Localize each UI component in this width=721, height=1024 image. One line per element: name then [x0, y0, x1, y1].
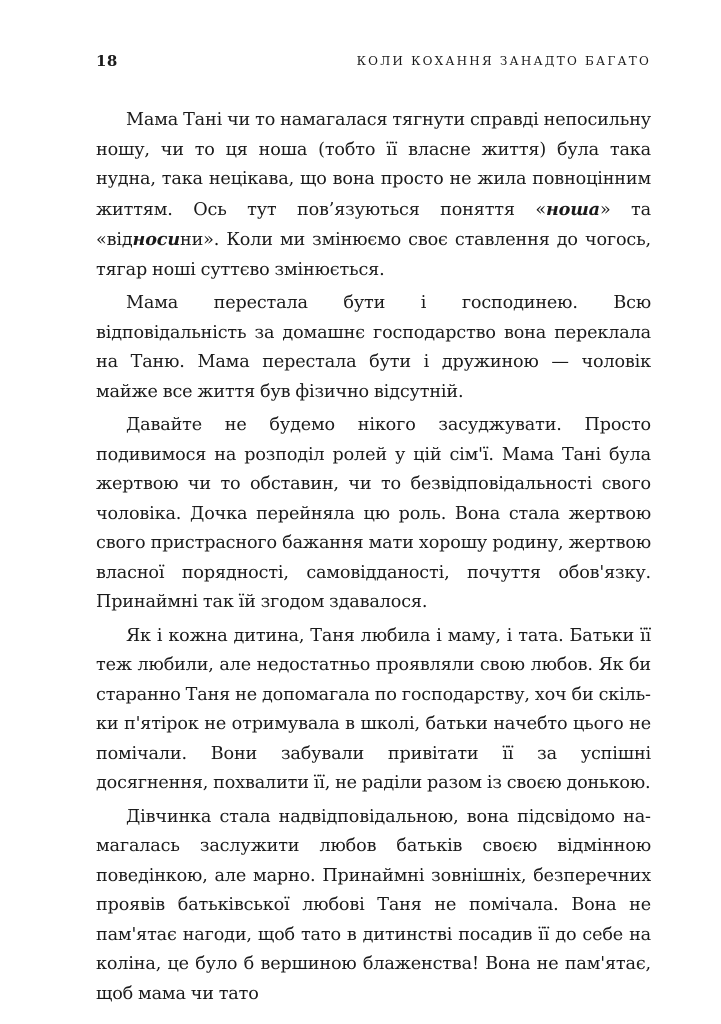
emphasis-nosy: носи	[132, 229, 180, 250]
paragraph-1-part-c: » та «від	[96, 199, 651, 250]
paragraph-1	[96, 106, 651, 285]
paragraph-1-part-e: ни». Коли ми змінюємо своє ставлення до чогось, тягар ноші суттєво змінюється.	[96, 230, 651, 280]
paragraph-5: Дівчинка стала надвідповідальною, вона підсвідомо намагалась заслужити любов батьків своєю відмінною поведінкою, але марно. Принаймні зовнішніх, безперечних проявів батьківської любові Таня не помічала. Вона не пам'ятає нагоди, щоб тато в дитинстві посадив її до себе на коліна, це було б вершиною блаженства! Вона не пам'ятає, щоб мама чи тато	[96, 806, 651, 1004]
body-text	[96, 106, 651, 1013]
paragraph-4: Як і кожна дитина, Таня любила і маму, і тата. Батьки її теж любили, але недостатньо проявляли свою любов. Як би старанно Таня не допомагала по господарству, хоч би скільки п'ятірок не отримувала в школі, батьки начебто цього не помічали. Вони забували привітати її за успішні досягнення, похвалити її, не раділи разом із своєю донькою.	[96, 625, 651, 793]
running-title: КОЛИ КОХАННЯ ЗАНАДТО БАГАТО	[356, 54, 651, 68]
paragraph-2: Мама перестала бути і господинею. Всю відповідальність за домашнє господарство вона переклала на Таню. Мама перестала бути і дружиною — чоловік майже все життя був фізично відсутній.	[96, 293, 651, 402]
paragraph-3: Давайте не будемо нікого засуджувати. Просто подивимося на розподіл ролей у цій сім'ї. Мама Тані була жертвою чи то обставин, чи то безвідповідальності свого чоловіка. Дочка перейняла цю роль. Вона стала жертвою свого пристрасного бажання мати хорошу родину, жертвою власної порядності, самовідданості, почуття обов'язку. Принаймні так їй згодом здавалося.	[96, 415, 651, 612]
page-header	[96, 52, 651, 74]
page-number: 18	[96, 52, 118, 70]
emphasis-nosha: ноша	[545, 198, 600, 220]
paragraph-1-part-a: Мама Тані чи то намагалася тягнути справді непосильну ношу, чи то ця ноша (тобто її власне життя) була така нудна, така нецікава, що вона просто не жила повноцінним життям. Ось тут пов’язуються поняття «	[96, 110, 651, 220]
